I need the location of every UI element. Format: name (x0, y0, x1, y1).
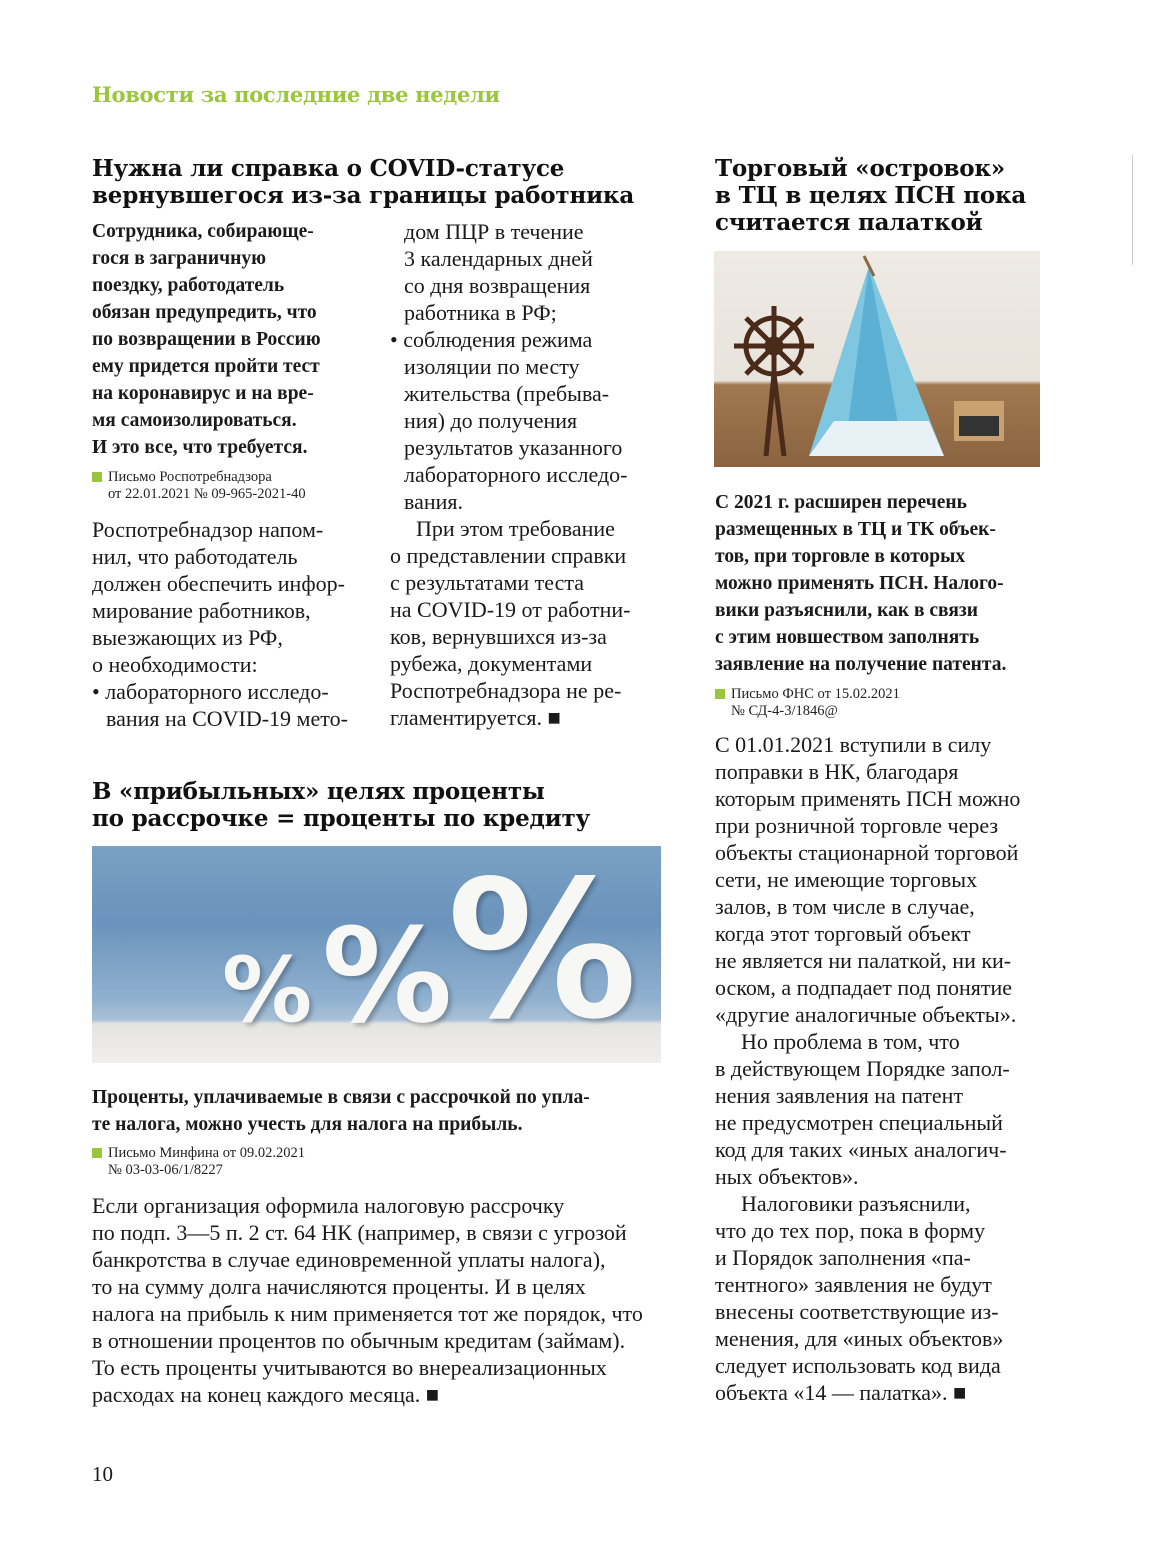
percent-symbol-large: % (447, 846, 638, 1061)
text-line: объекта «14 — палатка». ■ (715, 1380, 967, 1405)
text-line: с результатами теста (390, 570, 584, 595)
text-line: залов, в том числе в случае, (715, 894, 975, 919)
text-line: Роспотребнадзор напом- (92, 517, 324, 542)
article2-lead (92, 1084, 590, 1138)
article2-title (92, 778, 590, 832)
text-line: Налоговики разъяснили, (741, 1191, 971, 1216)
text-line: о представлении справки (390, 543, 627, 568)
article3-source (715, 686, 900, 720)
source-marker-icon (92, 472, 102, 482)
text-line: мя самоизолироваться. (92, 410, 297, 431)
text-line: Письмо Роспотребнадзора (108, 469, 272, 485)
text-line: сети, не имеющие торговых (715, 867, 978, 892)
text-line: рубежа, документами (390, 651, 593, 676)
text-line: Нужна ли справка о COVID-статусе (92, 155, 565, 182)
text-line: должен обеспечить инфор- (92, 571, 345, 596)
article3-title (715, 155, 1026, 236)
text-line: При этом требование (416, 516, 615, 541)
page-number: 10 (92, 1462, 113, 1486)
text-line: • соблюдения режима (390, 327, 593, 352)
source-marker-icon (715, 689, 725, 699)
text-line: Роспотребнадзора не ре- (390, 678, 622, 703)
text-line: код для таких «иных аналогич- (715, 1137, 1007, 1162)
text-line: налога на прибыль к ним применяется тот же порядок, что (92, 1301, 643, 1326)
text-line: тентного» заявления не будут (715, 1272, 992, 1297)
text-line: дом ПЦР в течение (404, 219, 584, 244)
text-line: вания на COVID-19 мето- (106, 706, 348, 731)
percent-symbol-medium: % (322, 900, 453, 1052)
text-line: № СД-4-3/1846@ (731, 703, 838, 719)
text-line: заявление на получение патента. (715, 654, 1007, 675)
text-line: выезжающих из РФ, (92, 625, 283, 650)
text-line: ему придется пройти тест (92, 356, 320, 377)
text-line: № 03-03-06/1/8227 (108, 1162, 223, 1178)
text-line: расходах на конец каждого месяца. ■ (92, 1382, 440, 1407)
article2-body (92, 1192, 643, 1408)
article2-source (92, 1145, 305, 1179)
chalkboard (959, 416, 999, 436)
text-line: менения, для «иных объектов» (715, 1326, 1004, 1351)
text-line: Письмо ФНС от 15.02.2021 (731, 686, 900, 702)
text-line: Письмо Минфина от 09.02.2021 (108, 1145, 305, 1161)
text-line: с этим новшеством заполнять (715, 627, 980, 648)
ship-wheel-icon (734, 306, 814, 456)
text-line: нения заявления на патент (715, 1083, 964, 1108)
text-line: обязан предупредить, что (92, 302, 317, 323)
text-line: В «прибыльных» целях проценты (92, 778, 545, 805)
text-line: объекты стационарной торговой (715, 840, 1019, 865)
article1-body-col1 (92, 516, 348, 732)
text-line: вернувшегося из-за границы работника (92, 182, 635, 209)
divider (1132, 155, 1133, 265)
text-line: те налога, можно учесть для налога на прибыль. (92, 1114, 523, 1135)
article1-source (92, 469, 306, 503)
text-line: работника в РФ; (404, 300, 557, 325)
text-line: С 2021 г. расширен перечень (715, 492, 967, 513)
text-line: размещенных в ТЦ и ТК объек- (715, 519, 996, 540)
article1-lead (92, 218, 321, 461)
percent-image (92, 846, 661, 1063)
article1-title (92, 155, 634, 209)
text-line: по возвращении в Россию (92, 329, 321, 350)
text-line: поездку, работодатель (92, 275, 285, 296)
percent-symbol-small: % (222, 938, 313, 1043)
text-line: • лабораторного исследо- (92, 679, 329, 704)
text-line: изоляции по месту (404, 354, 580, 379)
text-line: результатов указанного (404, 435, 623, 460)
text-line: по подп. 3—5 п. 2 ст. 64 НК (например, в связи с угрозой (92, 1220, 627, 1245)
text-line: от 22.01.2021 № 09-965-2021-40 (108, 486, 306, 502)
text-line: внесены соответствующие из- (715, 1299, 999, 1324)
source-marker-icon (92, 1148, 102, 1158)
text-line: ков, вернувшихся из-за (390, 624, 607, 649)
text-line: то на сумму долга начисляются проценты. И в целях (92, 1274, 586, 1299)
text-line: «другие аналогичные объекты». (715, 1002, 1017, 1027)
text-line: в отношении процентов по обычным кредитам (займам). (92, 1328, 626, 1353)
text-line: со дня возвращения (404, 273, 591, 298)
text-line: банкротства в случае единовременной уплаты налога), (92, 1247, 606, 1272)
text-line: оском, а подпадает под понятие (715, 975, 1013, 1000)
text-line: когда этот торговый объект (715, 921, 971, 946)
text-line: С 01.01.2021 вступили в силу (715, 732, 992, 757)
section-header: Новости за последние две недели (92, 82, 500, 107)
text-line: следует использовать код вида (715, 1353, 1001, 1378)
text-line: Но проблема в том, что (741, 1029, 960, 1054)
text-line: можно применять ПСН. Налого- (715, 573, 1004, 594)
text-line: при розничной торговле через (715, 813, 999, 838)
text-line: не является ни палаткой, ни ки- (715, 948, 1012, 973)
text-line: что до тех пор, пока в форму (715, 1218, 986, 1243)
text-line: вания. (404, 489, 464, 514)
text-line: гламентируется. ■ (390, 705, 561, 730)
text-line: Проценты, уплачиваемые в связи с рассрочкой по упла- (92, 1087, 590, 1108)
tent-icon (809, 256, 944, 456)
text-line: нил, что работодатель (92, 544, 298, 569)
text-line: И это все, что требуется. (92, 437, 308, 458)
text-line: считается палаткой (715, 209, 983, 236)
text-line: на коронавирус и на вре- (92, 383, 314, 404)
article3-lead (715, 489, 1006, 678)
article1-body-col2 (390, 218, 631, 731)
text-line: в действующем Порядке запол- (715, 1056, 1010, 1081)
text-line: То есть проценты учитываются во внереализационных (92, 1355, 607, 1380)
text-line: не предусмотрен специальный (715, 1110, 1003, 1135)
text-line: гося в заграничную (92, 248, 266, 269)
text-line: по рассрочке = проценты по кредиту (92, 805, 591, 832)
tent-image (714, 251, 1040, 467)
text-line: вики разъяснили, как в связи (715, 600, 978, 621)
text-line: мирование работников, (92, 598, 311, 623)
text-line: ных объектов». (715, 1164, 859, 1189)
text-line: 3 календарных дней (404, 246, 593, 271)
text-line: ния) до получения (404, 408, 578, 433)
text-line: Торговый «островок» (715, 155, 1005, 182)
text-line: которым применять ПСН можно (715, 786, 1021, 811)
text-line: и Порядок заполнения «па- (715, 1245, 971, 1270)
text-line: о необходимости: (92, 652, 258, 677)
text-line: поправки в НК, благодаря (715, 759, 959, 784)
text-line: на COVID-19 от работни- (390, 597, 631, 622)
text-line: Если организация оформила налоговую рассрочку (92, 1193, 565, 1218)
text-line: Сотрудника, собирающе- (92, 221, 314, 242)
text-line: тов, при торговле в которых (715, 546, 966, 567)
article3-body (715, 731, 1020, 1406)
text-line: лабораторного исследо- (404, 462, 628, 487)
text-line: в ТЦ в целях ПСН пока (715, 182, 1027, 209)
text-line: жительства (пребыва- (404, 381, 610, 406)
